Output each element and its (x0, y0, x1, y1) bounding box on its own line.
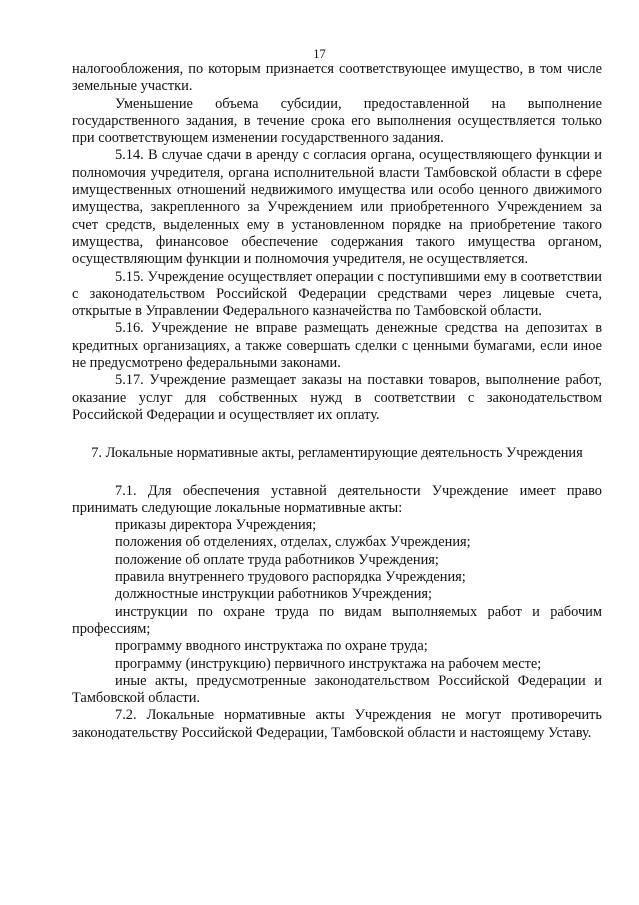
paragraph-5-17: 5.17. Учреждение размещает заказы на поставки товаров, выполнение работ, оказание услуг для собственных нужд в соответствии с законодательством Российской Федерации и осуществляет их оплату. (72, 372, 602, 423)
section-heading: 7. Локальные нормативные акты, регламентирующие деятельность Учреждения (91, 445, 583, 462)
list-item: положение об оплате труда работников Учреждения; (115, 551, 439, 568)
list-item: правила внутреннего трудового распорядка Учреждения; (115, 569, 466, 586)
paragraph-5-14: 5.14. В случае сдачи в аренду с согласия органа, осуществляющего функции и полномочия учредителя, органа исполнительной власти Тамбовской области в сфере имущественных отношений недвижимого имущества или особо ценного движимого имущества, закрепленного за Учреждением или приобретенного Учреждением за счет средств, выделенных ему в установленном порядке на приобретение такого имущества, финансовое обеспечение содержания такого имущества органом, осуществляющим функции и полномочия учредителя, не осуществляется. (72, 147, 602, 268)
paragraph-subsidy-reduction: Уменьшение объема субсидии, предоставленной на выполнение государственного задания, в течение срока его выполнения осуществляется только при соответствующем изменении государственного задания. (72, 95, 602, 147)
paragraph-5-16: 5.16. Учреждение не вправе размещать денежные средства на депозитах в кредитных организациях, а также совершать сделки с ценными бумагами, если иное не предусмотрено федеральными законами. (72, 320, 602, 372)
local-acts-list (72, 517, 602, 707)
list-item: инструкции по охране труда по видам выполняемых работ и рабочим профессиям; (72, 603, 602, 637)
page-number: 17 (313, 47, 326, 61)
document-body (72, 61, 602, 742)
list-item: приказы директора Учреждения; (115, 517, 317, 534)
list-item: программу вводного инструктажа по охране труда; (115, 638, 428, 655)
list-item: положения об отделениях, отделах, службах Учреждения; (115, 534, 471, 551)
paragraph-7-2: 7.2. Локальные нормативные акты Учреждения не могут противоречить законодательству Российской Федерации, Тамбовской области и настоящему Уставу. (72, 707, 602, 741)
list-item: программу (инструкцию) первичного инструктажа на рабочем месте; (115, 655, 542, 672)
paragraph-continuation: налогообложения, по которым признается соответствующее имущество, в том числе земельные участки. (72, 61, 602, 95)
list-item: иные акты, предусмотренные законодательством Российской Федерации и Тамбовской области. (72, 672, 602, 707)
paragraph-7-1: 7.1. Для обеспечения уставной деятельности Учреждение имеет право принимать следующие локальные нормативные акты: (72, 482, 602, 516)
paragraph-5-15: 5.15. Учреждение осуществляет операции с поступившими ему в соответствии с законодательством Российской Федерации средствами через лицевые счета, открытые в Управлении Федерального казначейства по Тамбовской области. (72, 268, 602, 320)
list-item: должностные инструкции работников Учреждения; (115, 586, 433, 603)
